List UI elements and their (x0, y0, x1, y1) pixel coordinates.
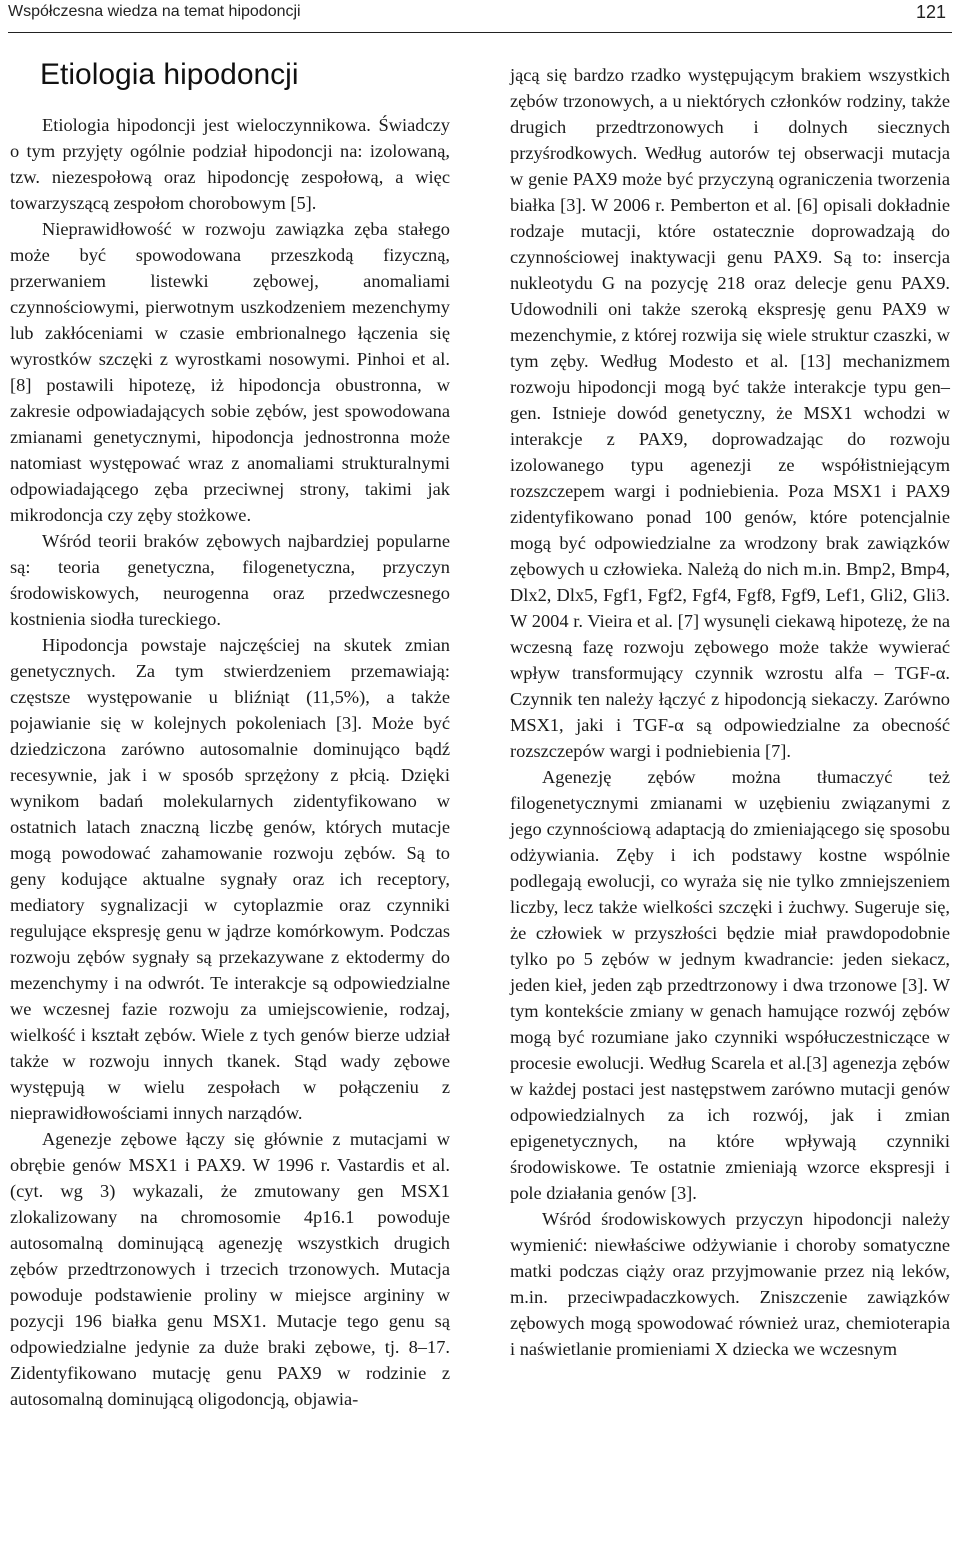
paragraph: Hipodoncja powstaje najczęściej na skutek zmian genetycznych. Za tym stwierdzeniem przemawiają: częstsze występowanie u bliźniąt (11,5%), a także pojawianie się w kolejnych pokoleniach [3]. Może być dziedziczona zarówno autosomalnie dominująco bądź recesywnie, jak i w sposób sprzężony z płcią. Dzięki wynikom badań molekularnych zidentyfikowano w ostatnich latach znaczną liczbę genów, których mutacje mogą powodować zahamowanie rozwoju zębów. Są to geny kodujące aktualne sygnały oraz ich receptory, mediatory sygnalizacji w cytoplazmie oraz czynniki regulujące ekspresję genu w jądrze komórkowym. Podczas rozwoju zębów sygnały są przekazywane z ektodermy do mezenchymy i na odwrót. Te interakcje są odpowiedzialne we wczesnej fazie rozwoju za umiejscowienie, rodzaj, wielkość i kształt zębów. Wiele z tych genów bierze udział także w rozwoju innych tkanek. Stąd wady zębowe występują w wielu zespołach w połączeniu z nieprawidłowościami innych narządów. (10, 635, 450, 1123)
paragraph: Etiologia hipodoncji jest wieloczynnikowa. Świadczy o tym przyjęty ogólnie podział hipodoncji na: izolowaną, tzw. niezespołową oraz hipodoncję zespołową, a więc towarzyszącą zespołom chorobowym [5]. (10, 115, 450, 213)
paragraph: Wśród środowiskowych przyczyn hipodoncji należy wymienić: niewłaściwe odżywianie i choroby somatyczne matki podczas ciąży oraz przyjmowanie przez nią leków, m.in. przeciwpadaczkowych. Zniszczenie zawiązków zębowych mogą spowodować również uraz, chemioterapia i naświetlanie promieniami X dziecka we wczesnym (510, 1209, 950, 1359)
paragraph: Agenezję zębów można tłumaczyć też filogenetycznymi zmianami w uzębieniu związanymi z jego czynnościową adaptacją do zmieniającego się sposobu odżywiania. Zęby i ich podstawy kostne wspólnie podlegają ewolucji, co wyraża się nie tylko zmniejszeniem liczby, lecz także wielkości szczęki i żuchwy. Sugeruje się, że człowiek w przyszłości będzie miał prawdopodobnie tylko po 5 zębów w jednym kwadrancie: jeden siekacz, jeden kieł, jeden ząb przedtrzonowy i dwa trzonowe [3]. W tym kontekście zmiany w genach hamujące rozwój zębów mogą być rozumiane jako czynniki współuczestniczące w procesie ewolucji. Według Scarela et al.[3] agenezja zębów w każdej postaci jest następstwem zarówno mutacji genów odpowiedzialnych za ich rozwój, jak i zmian epigenetycznych, na które wpływają czynniki środowiskowe. Te ostatnie zmieniają wzorce ekspresji i pole działania genów [3]. (510, 767, 950, 1203)
paragraph: Nieprawidłowość w rozwoju zawiązka zęba stałego może być spowodowana przeszkodą fizyczną, przerwaniem listewki zębowej, anomaliami czynnościowymi, pierwotnym uszkodzeniem mezenchymy lub zakłóceniami w czasie embrionalnego łączenia się wyrostków szczęki z wyrostkami nosowymi. Pinhoi et al. [8] postawili hipotezę, iż hipodoncja obustronna, w zakresie odpowiadających sobie zębów, jest spowodowana zmianami genetycznymi, hipodoncja jednostronna może natomiast występować wraz z anomaliami strukturalnymi odpowiadającego zęba przeciwnej strony, takimi jak mikrodoncja czy zęby stożkowe. (10, 219, 450, 525)
paragraph: Wśród teorii braków zębowych najbardziej popularne są: teoria genetyczna, filogenetyczna, przyczyn środowiskowych, neurogenna oraz przedwczesnego kostnienia siodła tureckiego. (10, 531, 450, 629)
page-number: 121 (915, 2, 946, 22)
paragraph: jącą się bardzo rzadko występującym brakiem wszystkich zębów trzonowych, a u niektórych członków rodziny, także drugich przedtrzonowych i dolnych siecznych przyśrodkowych. Według autorów tej obserwacji mutacja w genie PAX9 może być przyczyną ograniczenia tworzenia białka [3]. W 2006 r. Pemberton et al. [6] opisali dokładnie rodzaje mutacji, które ostatecznie doprowadzają do czynnościowej inaktywacji genu PAX9. Są to: insercja nukleotydu G na pozycję 218 oraz delecje genu PAX9. Udowodnili oni także szeroką ekspresję genu PAX9 w mezenchymie, z której rozwija się wiele struktur czaszki, w tym zęby. Według Modesto et al. [13] mechanizmem rozwoju hipodoncji mogą być także interakcje typu gen–gen. Istnieje dowód genetyczny, że MSX1 wchodzi w interakcje z PAX9, doprowadzając do rozwoju izolowanego typu agenezji ze współistniejącym rozszczepem wargi i podniebienia. Poza MSX1 i PAX9 zidentyfikowano ponad 100 genów, które potencjalnie mogą być odpowiedzialne za wrodzony brak zawiązków zębowych u człowieka. Należą do nich m.in. Bmp2, Bmp4, Dlx2, Dlx5, Fgf1, Fgf2, Fgf4, Fgf8, Fgf9, Lef1, Gli2, Gli3. W 2004 r. Vieira et al. [7] wysunęli ciekawą hipotezę, że na wczesną fazę rozwoju zębowego może także wywierać wpływ transformujący czynnik wzrostu alfa – TGF-α. Czynnik ten należy łączyć z hipodoncją siekaczy. Zarówno MSX1, jaki i TGF-α są odpowiedzialne za obecność rozszczepów wargi i podniebienia [7]. (510, 65, 950, 761)
running-title: Współczesna wiedza na temat hipodoncji (8, 3, 301, 20)
left-column (10, 58, 450, 1412)
running-header (8, 0, 952, 33)
section-title: Etiologia hipodoncji (40, 58, 299, 91)
paragraph: Agenezje zębowe łączy się głównie z mutacjami w obrębie genów MSX1 i PAX9. W 1996 r. Vastardis et al. (cyt. wg 3) wykazali, że zmutowany gen MSX1 zlokalizowany na chromosomie 4p16.1 powoduje autosomalną dominującą agenezję wszystkich drugich zębów przedtrzonowych i trzecich trzonowych. Mutacja powoduje podstawienie proliny w miejsce argininy w pozycji 196 białka genu MSX1. Mutacje tego genu są odpowiedzialne jedynie za duże braki zębowe, tj. 8–17. Zidentyfikowano mutację genu PAX9 w rodzinie z autosomalną dominującą oligodoncją, objawia- (10, 1129, 450, 1409)
right-column (510, 62, 950, 1362)
